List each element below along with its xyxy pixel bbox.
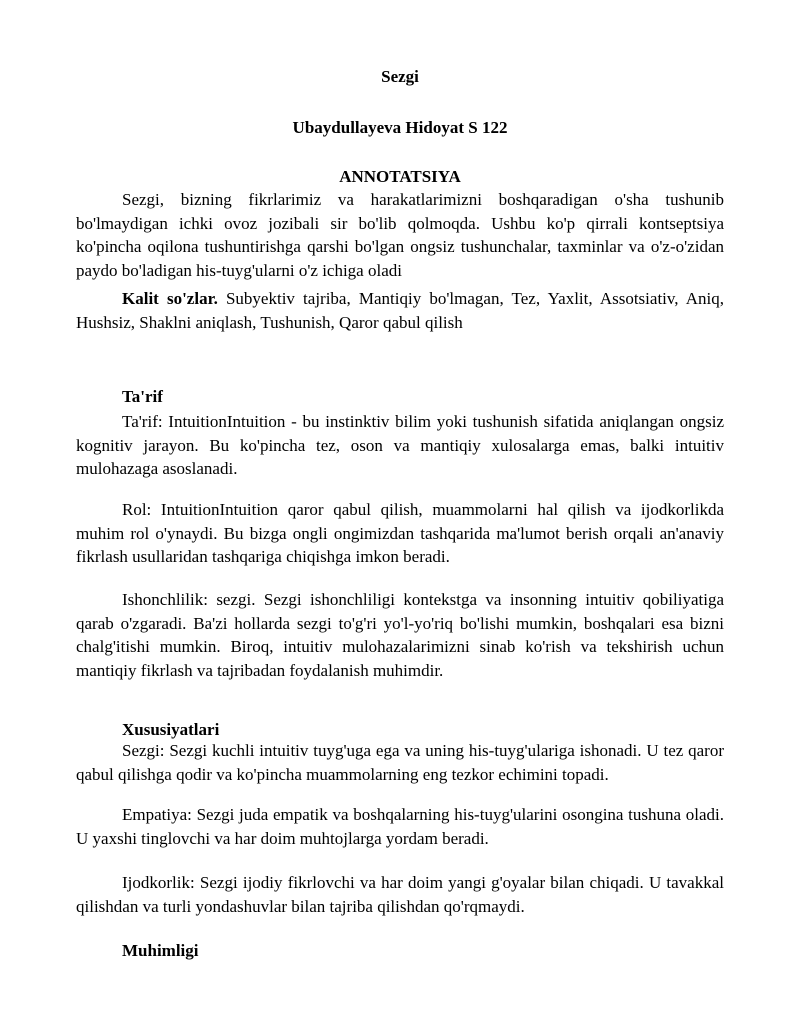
annotation-heading: ANNOTATSIYA (339, 167, 461, 186)
paragraph-role: Rol: IntuitionIntuition qaror qabul qilish, muammolarni hal qilish va ijodkorlikda muhim rol o'ynaydi. Bu bizga ongli ongimizdan tashqarida ma'lumot berish orqali an'anaviy fikrlash usullaridan tashqariga chiqishga imkon beradi. (76, 500, 724, 566)
paragraph-intuition: Sezgi: Sezgi kuchli intuitiv tuyg'uga ega va uning his-tuyg'ulariga ishonadi. U tez qaror qabul qilishga qodir va ko'pincha muammolarning eng tezkor echimini topadi. (76, 741, 724, 784)
section-heading-features: Xususiyatlari (122, 720, 220, 739)
section-heading-importance: Muhimligi (122, 941, 199, 960)
section-heading-definition: Ta'rif (122, 387, 163, 406)
document-title: Sezgi (381, 67, 419, 86)
keywords-paragraph (76, 287, 724, 334)
paragraph-creativity: Ijodkorlik: Sezgi ijodiy fikrlovchi va har doim yangi g'oyalar bilan chiqadi. U tavakkal qilishdan va turli yondashuvlar bilan tajriba qilishdan qo'rqmaydi. (76, 873, 724, 916)
annotation-paragraph: Sezgi, bizning fikrlarimiz va harakatlarimizni boshqaradigan o'sha tushunib bo'lmaydigan ichki ovoz jozibali sir bo'lib qolmoqda. Ushbu ko'p qirrali kontseptsiya ko'pincha oqilona tushuntirishga qarshi bo'lgan ongsiz tushunchalar, taxminlar va o'z-o'zidan paydo bo'ladigan his-tuyg'ularni o'z ichiga oladi (76, 190, 724, 280)
paragraph-definition: Ta'rif: IntuitionIntuition - bu instinktiv bilim yoki tushunish sifatida aniqlangan ongsiz kognitiv jarayon. Bu ko'pincha tez, oson va mantiqiy xulosalarga emas, balki intuitiv mulohazaga asoslanadi. (76, 412, 724, 478)
author-line: Ubaydullayeva Hidoyat S 122 (292, 118, 508, 137)
paragraph-empathy: Empatiya: Sezgi juda empatik va boshqalarning his-tuyg'ularini osongina tushuna oladi. U yaxshi tinglovchi va har doim muhtojlarga yordam beradi. (76, 805, 724, 848)
keywords-label: Kalit so'zlar. (122, 289, 218, 308)
paragraph-reliability: Ishonchlilik: sezgi. Sezgi ishonchliligi kontekstga va insonning intuitiv qobiliyatiga qarab o'zgaradi. Ba'zi hollarda sezgi to'g'ri yo'l-yo'riq bo'lishi mumkin, boshqalari esa bizni chalg'itishi mumkin. Biroq, intuitiv mulohazalarimizni sinab ko'rish va tekshirish uchun mantiqiy fikrlash va tajribadan foydalanish muhimdir. (76, 590, 724, 680)
keywords-text: Subyektiv tajriba, Mantiqiy bo'lmagan, Tez, Yaxlit, Assotsiativ, Aniq, Hushsiz, Shaklni aniqlash, Tushunish, Qaror qabul qilish (76, 289, 724, 332)
